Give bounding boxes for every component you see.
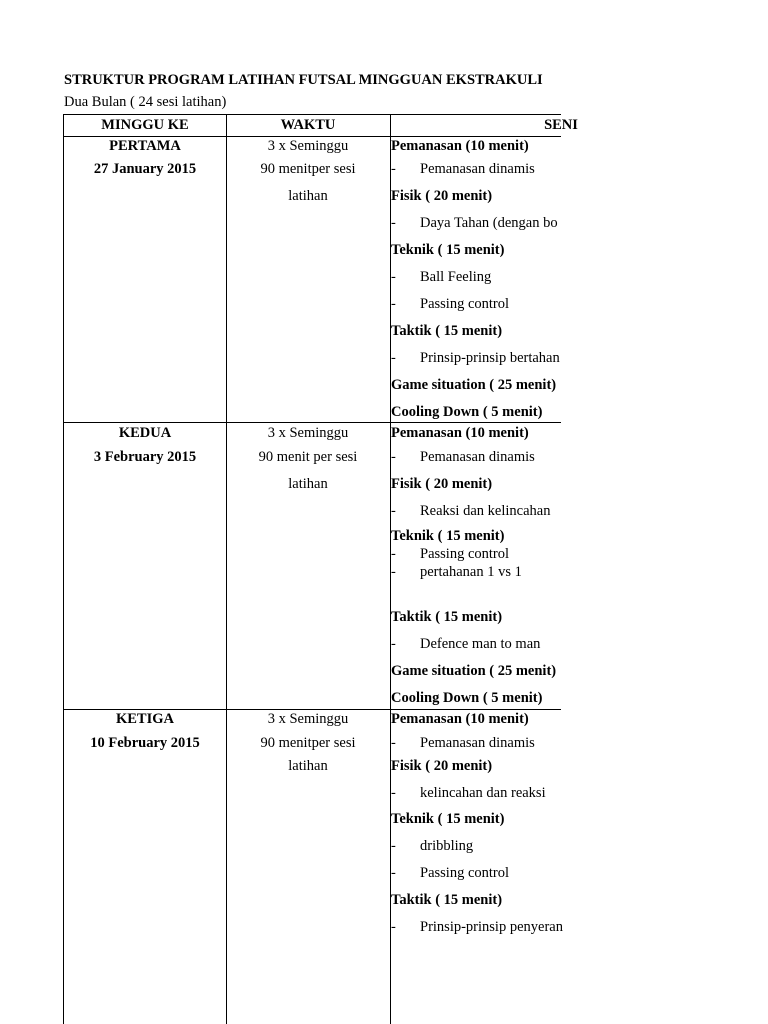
time-unit: latihan [288, 188, 328, 204]
bullet-marker: - [391, 503, 396, 519]
activity-item: Pemanasan dinamis [420, 449, 535, 465]
activity-item: dribbling [420, 838, 474, 854]
section-heading: Taktik ( 15 menit) [391, 609, 503, 625]
section-heading: Game situation ( 25 menit) [391, 663, 557, 679]
week-date: 3 February 2015 [93, 449, 197, 465]
section-heading: Teknik ( 15 menit) [391, 811, 505, 827]
table-border-top [63, 114, 561, 115]
bullet-marker: - [391, 296, 396, 312]
activity-item: pertahanan 1 vs 1 [420, 564, 522, 580]
section-heading: Cooling Down ( 5 menit) [391, 690, 543, 706]
activity-item: kelincahan dan reaksi [420, 785, 546, 801]
section-heading: Pemanasan (10 menit) [391, 425, 529, 441]
time-frequency: 3 x Seminggu [267, 711, 349, 727]
time-frequency: 3 x Seminggu [267, 138, 349, 154]
bullet-marker: - [391, 350, 396, 366]
activity-item: Reaksi dan kelincahan [420, 503, 551, 519]
activity-item: Passing control [420, 865, 510, 881]
bullet-marker: - [391, 564, 396, 580]
bullet-marker: - [391, 636, 396, 652]
bullet-marker: - [391, 269, 396, 285]
bullet-marker: - [391, 161, 396, 177]
week-date: 27 January 2015 [93, 161, 197, 177]
row-divider-1 [63, 422, 561, 423]
document-title: STRUKTUR PROGRAM LATIHAN FUTSAL MINGGUAN EKSTRAKULI [64, 72, 543, 88]
time-unit: latihan [288, 758, 328, 774]
bullet-marker: - [391, 735, 396, 751]
section-heading: Cooling Down ( 5 menit) [391, 404, 543, 420]
bullet-marker: - [391, 546, 396, 562]
section-heading: Game situation ( 25 menit) [391, 377, 557, 393]
section-heading: Pemanasan (10 menit) [391, 138, 529, 154]
section-heading: Pemanasan (10 menit) [391, 711, 529, 727]
week-name: KETIGA [115, 711, 174, 727]
section-heading: Fisik ( 20 menit) [391, 188, 493, 204]
activity-item: Passing control [420, 296, 510, 312]
bullet-marker: - [391, 785, 396, 801]
training-schedule-table [63, 114, 578, 1024]
week-name: KEDUA [118, 425, 172, 441]
bullet-marker: - [391, 449, 396, 465]
section-heading: Fisik ( 20 menit) [391, 758, 493, 774]
section-heading: Taktik ( 15 menit) [391, 323, 503, 339]
section-heading: Fisik ( 20 menit) [391, 476, 493, 492]
time-duration: 90 menit per sesi [258, 449, 358, 465]
activity-item: Defence man to man [420, 636, 541, 652]
time-frequency: 3 x Seminggu [267, 425, 349, 441]
document-subtitle: Dua Bulan ( 24 sesi latihan) [64, 94, 227, 110]
section-heading: Taktik ( 15 menit) [391, 892, 503, 908]
bullet-marker: - [391, 919, 396, 935]
activity-item: Prinsip-prinsip penyeran [420, 919, 563, 935]
week-name: PERTAMA [109, 138, 181, 154]
time-unit: latihan [288, 476, 328, 492]
column-divider-1 [226, 114, 227, 1024]
activity-item: Passing control [420, 546, 510, 562]
header-waktu: WAKTU [280, 117, 336, 133]
activity-item: Ball Feeling [420, 269, 492, 285]
section-heading: Teknik ( 15 menit) [391, 242, 505, 258]
table-border-left [63, 114, 64, 1024]
activity-item: Prinsip-prinsip bertahan [420, 350, 560, 366]
activity-item: Pemanasan dinamis [420, 735, 535, 751]
time-duration: 90 menitper sesi [260, 161, 356, 177]
activity-item: Pemanasan dinamis [420, 161, 535, 177]
header-minggu-ke: MINGGU KE [101, 117, 189, 133]
bullet-marker: - [391, 865, 396, 881]
header-seni: SENI [544, 117, 578, 133]
bullet-marker: - [391, 215, 396, 231]
bullet-marker: - [391, 838, 396, 854]
section-heading: Teknik ( 15 menit) [391, 528, 505, 544]
week-date: 10 February 2015 [90, 735, 200, 751]
time-duration: 90 menitper sesi [260, 735, 356, 751]
activity-item: Daya Tahan (dengan bo [420, 215, 558, 231]
